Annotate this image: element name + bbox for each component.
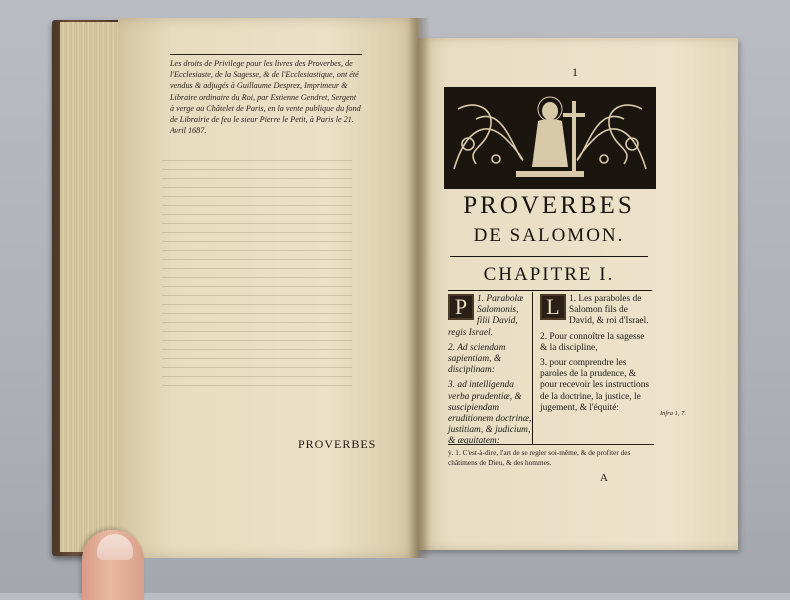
margin-note: Infra 1, 7. — [660, 410, 686, 417]
catchword: PROVERBES — [298, 437, 377, 451]
french-verse-3: 3. pour comprendre les paroles de la prudence, & pour recevoir les instructions de la doctrine, la justice, le jugement, & l'équité: — [540, 358, 650, 413]
privilege-rule — [170, 54, 362, 55]
signature-mark: A — [600, 472, 608, 484]
book-subtitle: DE SALOMON. — [473, 225, 625, 246]
page-number: 1 — [572, 65, 578, 79]
page-edges — [60, 22, 122, 552]
latin-verse-3: 3. ad intelligenda verba prudentiæ, & suscipiendam eruditionem doctrinæ, justitiam, & judicium, & æquitatem: — [448, 380, 532, 447]
column-divider — [532, 292, 533, 444]
latin-verse-2: 2. Ad sciendam sapientiam, & disciplinam: — [448, 342, 506, 376]
gutter-shadow — [408, 18, 430, 558]
latin-verse-1: P 1. Parabolæ Salomonis, filii David, regis Israel. — [448, 294, 524, 338]
woodcut-headpiece — [444, 87, 656, 189]
footnote-rule — [448, 444, 654, 445]
column-rule — [448, 290, 652, 291]
privilege-text: Les droits de Privilege pour les livres des Proverbes, de l'Ecclesiaste, de la Sagesse, & de l'Ecclesiastique, ont été vendus & adjugés à Guillaume Desprez, Imprimeur & Libraire ordinaire du Roi, par Estienne Gendret, Sergent à verge au Châtelet de Paris, en la vente publique du fond de Librairie de feu le sieur Pierre le Petit, à Paris le 21. Avril 1687. — [170, 59, 361, 136]
drop-cap-latin: P — [448, 294, 474, 320]
latin-column — [448, 294, 532, 452]
show-through-text — [162, 160, 352, 390]
woodcut-illustration — [446, 89, 654, 187]
footnote: ỳ. 1. C'est-à-dire, l'art de se regler soi-même, & de profiter des châtimens de Dieu, & des hommes. — [448, 448, 631, 467]
french-column — [540, 294, 654, 418]
french-verse-2: 2. Pour connoître la sagesse & la discipline, — [540, 331, 645, 353]
privilege-notice — [170, 54, 362, 136]
book-title: PROVERBES — [463, 192, 635, 219]
french-verse-1: L 1. Les paraboles de Salomon fils de David, & roi d'Israel. — [540, 294, 654, 328]
drop-cap-french: L — [540, 294, 566, 320]
title-rule — [450, 256, 648, 257]
chapter-heading: CHAPITRE I. — [483, 264, 615, 285]
